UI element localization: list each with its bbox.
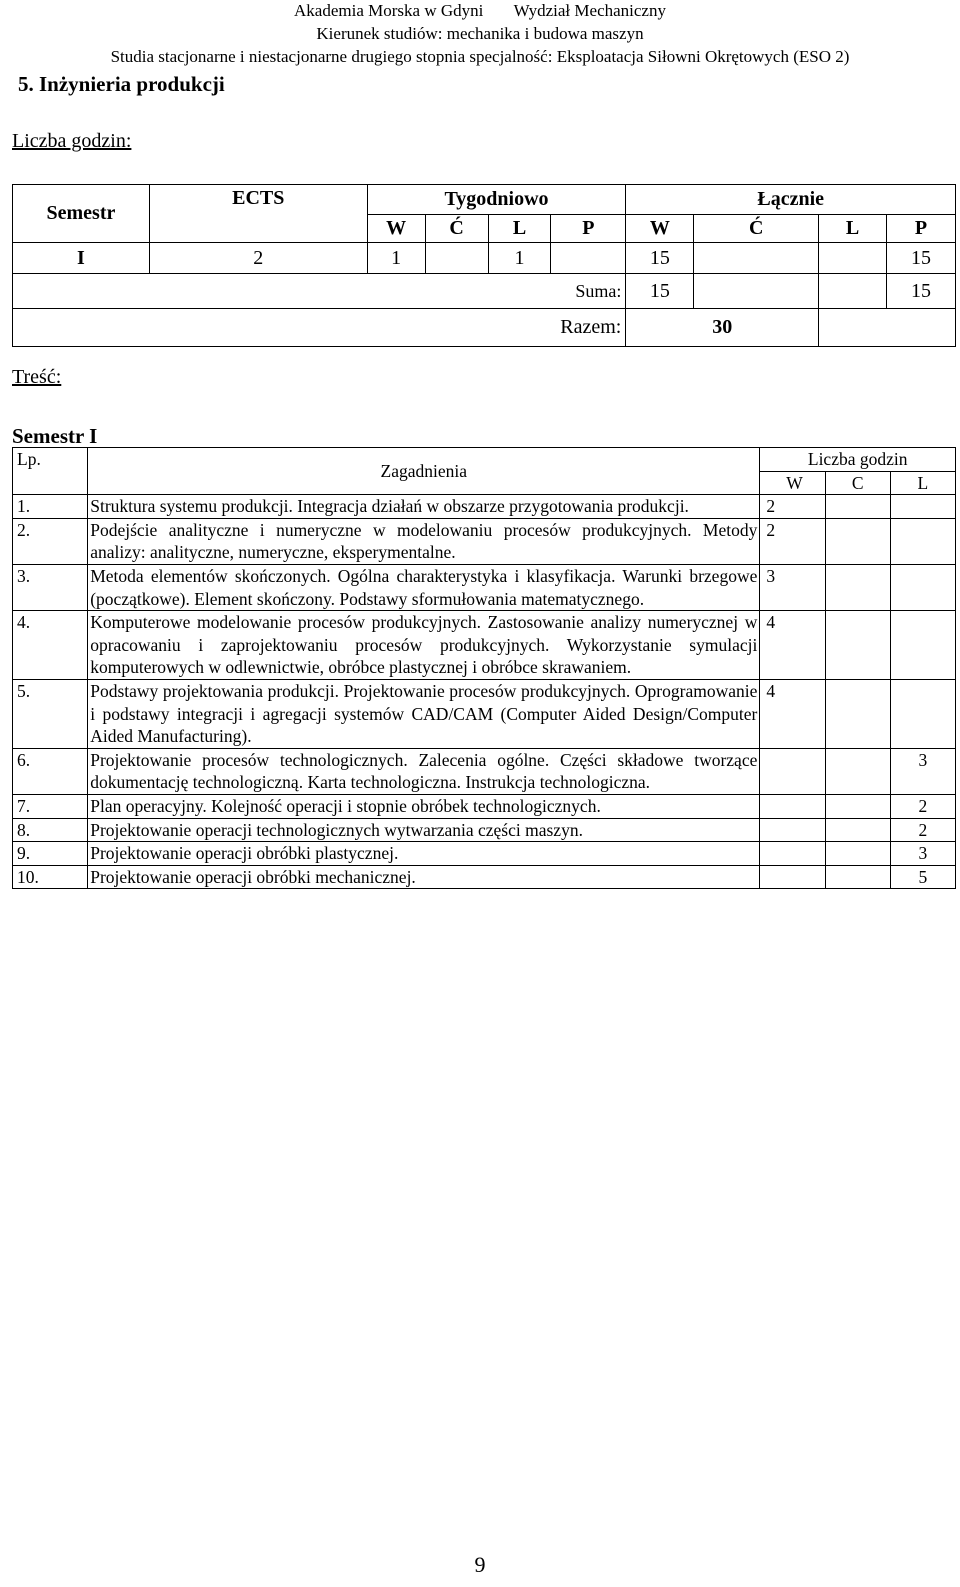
table-row xyxy=(13,679,956,748)
hours-w xyxy=(760,748,825,794)
hours-l: 5 xyxy=(890,865,955,889)
table-row xyxy=(13,818,956,842)
table-row xyxy=(13,748,956,794)
section-title: 5. Inżynieria produkcji xyxy=(18,72,225,96)
col-p: P xyxy=(551,215,626,243)
total-p-cell: 15 xyxy=(887,243,956,274)
topic-number: 7. xyxy=(13,794,88,818)
hours-w: 4 xyxy=(760,611,825,680)
total-header: Łącznie xyxy=(626,185,956,215)
ects-cell: 2 xyxy=(149,243,367,274)
hours-c xyxy=(825,611,890,680)
topic-number: 2. xyxy=(13,518,88,564)
sum-label: Suma: xyxy=(575,280,622,301)
header-academy: Akademia Morska w Gdyni xyxy=(294,1,484,20)
hours-c xyxy=(825,842,890,866)
col-p: P xyxy=(887,215,956,243)
weekly-p-cell xyxy=(551,243,626,274)
col-l: L xyxy=(488,215,551,243)
hours-w xyxy=(760,794,825,818)
hours-w xyxy=(760,818,825,842)
semester-title: Semestr I xyxy=(12,424,98,448)
content-label: Treść: xyxy=(12,366,62,388)
hours-l: 3 xyxy=(890,842,955,866)
table-row xyxy=(13,865,956,889)
weekly-header: Tygodniowo xyxy=(367,185,626,215)
hours-w: 2 xyxy=(760,495,825,519)
sum-p-cell: 15 xyxy=(887,274,956,309)
semester-cell: I xyxy=(13,243,150,274)
hours-l xyxy=(890,611,955,680)
hours-w xyxy=(760,865,825,889)
header-institution xyxy=(0,0,960,22)
table-row xyxy=(13,794,956,818)
hours-c xyxy=(825,818,890,842)
hours-label: Liczba godzin: xyxy=(12,130,132,152)
topic-number: 1. xyxy=(13,495,88,519)
table-row xyxy=(13,611,956,680)
semester-header: Semestr xyxy=(13,185,150,243)
hours-w: 3 xyxy=(760,564,825,610)
hours-l xyxy=(890,564,955,610)
topic-number: 5. xyxy=(13,679,88,748)
weekly-l-cell: 1 xyxy=(488,243,551,274)
topic-header: Zagadnienia xyxy=(88,448,760,495)
topic-text: Struktura systemu produkcji. Integracja działań w obszarze przygotowania produkcji. xyxy=(88,495,760,519)
topic-text: Plan operacyjny. Kolejność operacji i stopnie obróbek technologicznych. xyxy=(88,794,760,818)
hours-l xyxy=(890,518,955,564)
hours-l: 2 xyxy=(890,818,955,842)
topic-text: Podejście analityczne i numeryczne w modelowaniu procesów produkcyjnych. Metody analizy: analityczne, numeryczne, eksperymentalne. xyxy=(88,518,760,564)
hours-w: 4 xyxy=(760,679,825,748)
topic-number: 8. xyxy=(13,818,88,842)
ects-header: ECTS xyxy=(149,185,367,243)
topic-text: Projektowanie operacji obróbki mechanicznej. xyxy=(88,865,760,889)
total-label: Razem: xyxy=(560,316,622,338)
topic-text: Projektowanie procesów technologicznych. Zalecenia ogólne. Części składowe tworzące dokumentację technologiczną. Karta technologiczna. Instrukcja technologiczna. xyxy=(88,748,760,794)
hours-w xyxy=(760,842,825,866)
sum-w-cell: 15 xyxy=(626,274,694,309)
hours-c xyxy=(825,495,890,519)
hours-c xyxy=(825,679,890,748)
col-w: W xyxy=(367,215,425,243)
col-c: Ć xyxy=(694,215,819,243)
col-c: Ć xyxy=(425,215,488,243)
topic-number: 9. xyxy=(13,842,88,866)
hours-l xyxy=(890,495,955,519)
hours-c xyxy=(825,748,890,794)
weekly-w-cell: 1 xyxy=(367,243,425,274)
topic-number: 6. xyxy=(13,748,88,794)
table-row xyxy=(13,495,956,519)
topic-text: Projektowanie operacji obróbki plastycznej. xyxy=(88,842,760,866)
page-number: 9 xyxy=(474,1552,486,1577)
table-row xyxy=(13,518,956,564)
topic-text: Komputerowe modelowanie procesów produkcyjnych. Zastosowanie analizy numerycznej w opracowaniu i zaprojektowaniu procesów produkcyjnych. Wykorzystanie symulacji komputerowych w odlewnictwie, obróbce plastycznej i obróbce skrawaniem. xyxy=(88,611,760,680)
col-w: W xyxy=(626,215,694,243)
col-l-header: L xyxy=(890,471,955,495)
table-row xyxy=(13,842,956,866)
hours-table xyxy=(12,184,956,347)
table-row xyxy=(13,564,956,610)
hours-c xyxy=(825,564,890,610)
topic-text: Podstawy projektowania produkcji. Projektowanie procesów produkcyjnych. Oprogramowanie i podstawy integracji i agregacji systemów CAD/CAM (Computer Aided Design/Computer Aided Manufacturing). xyxy=(88,679,760,748)
header-faculty: Wydział Mechaniczny xyxy=(513,1,666,20)
hours-l xyxy=(890,679,955,748)
col-w-header: W xyxy=(760,471,825,495)
lp-header: Lp. xyxy=(13,448,88,495)
topic-text: Projektowanie operacji technologicznych wytwarzania części maszyn. xyxy=(88,818,760,842)
total-l-cell xyxy=(819,243,887,274)
col-c-header: C xyxy=(825,471,890,495)
hours-l: 2 xyxy=(890,794,955,818)
header-field: Kierunek studiów: mechanika i budowa maszyn xyxy=(316,24,644,43)
hours-c xyxy=(825,865,890,889)
topics-table xyxy=(12,447,956,889)
total-w-cell: 15 xyxy=(626,243,694,274)
hours-l: 3 xyxy=(890,748,955,794)
hours-c xyxy=(825,794,890,818)
hours-w: 2 xyxy=(760,518,825,564)
total-c-cell xyxy=(694,243,819,274)
weekly-c-cell xyxy=(425,243,488,274)
topic-text: Metoda elementów skończonych. Ogólna charakterystyka i klasyfikacja. Warunki brzegowe (początkowe). Element skończony. Podstawy sformułowania matematycznego. xyxy=(88,564,760,610)
hours-c xyxy=(825,518,890,564)
col-l: L xyxy=(819,215,887,243)
hours-header: Liczba godzin xyxy=(760,448,956,472)
total-value: 30 xyxy=(626,309,819,347)
topic-number: 4. xyxy=(13,611,88,680)
header-program: Studia stacjonarne i niestacjonarne drugiego stopnia specjalność: Eksploatacja Siłowni Okrętowych (ESO 2) xyxy=(110,47,850,66)
topic-number: 10. xyxy=(13,865,88,889)
topic-number: 3. xyxy=(13,564,88,610)
